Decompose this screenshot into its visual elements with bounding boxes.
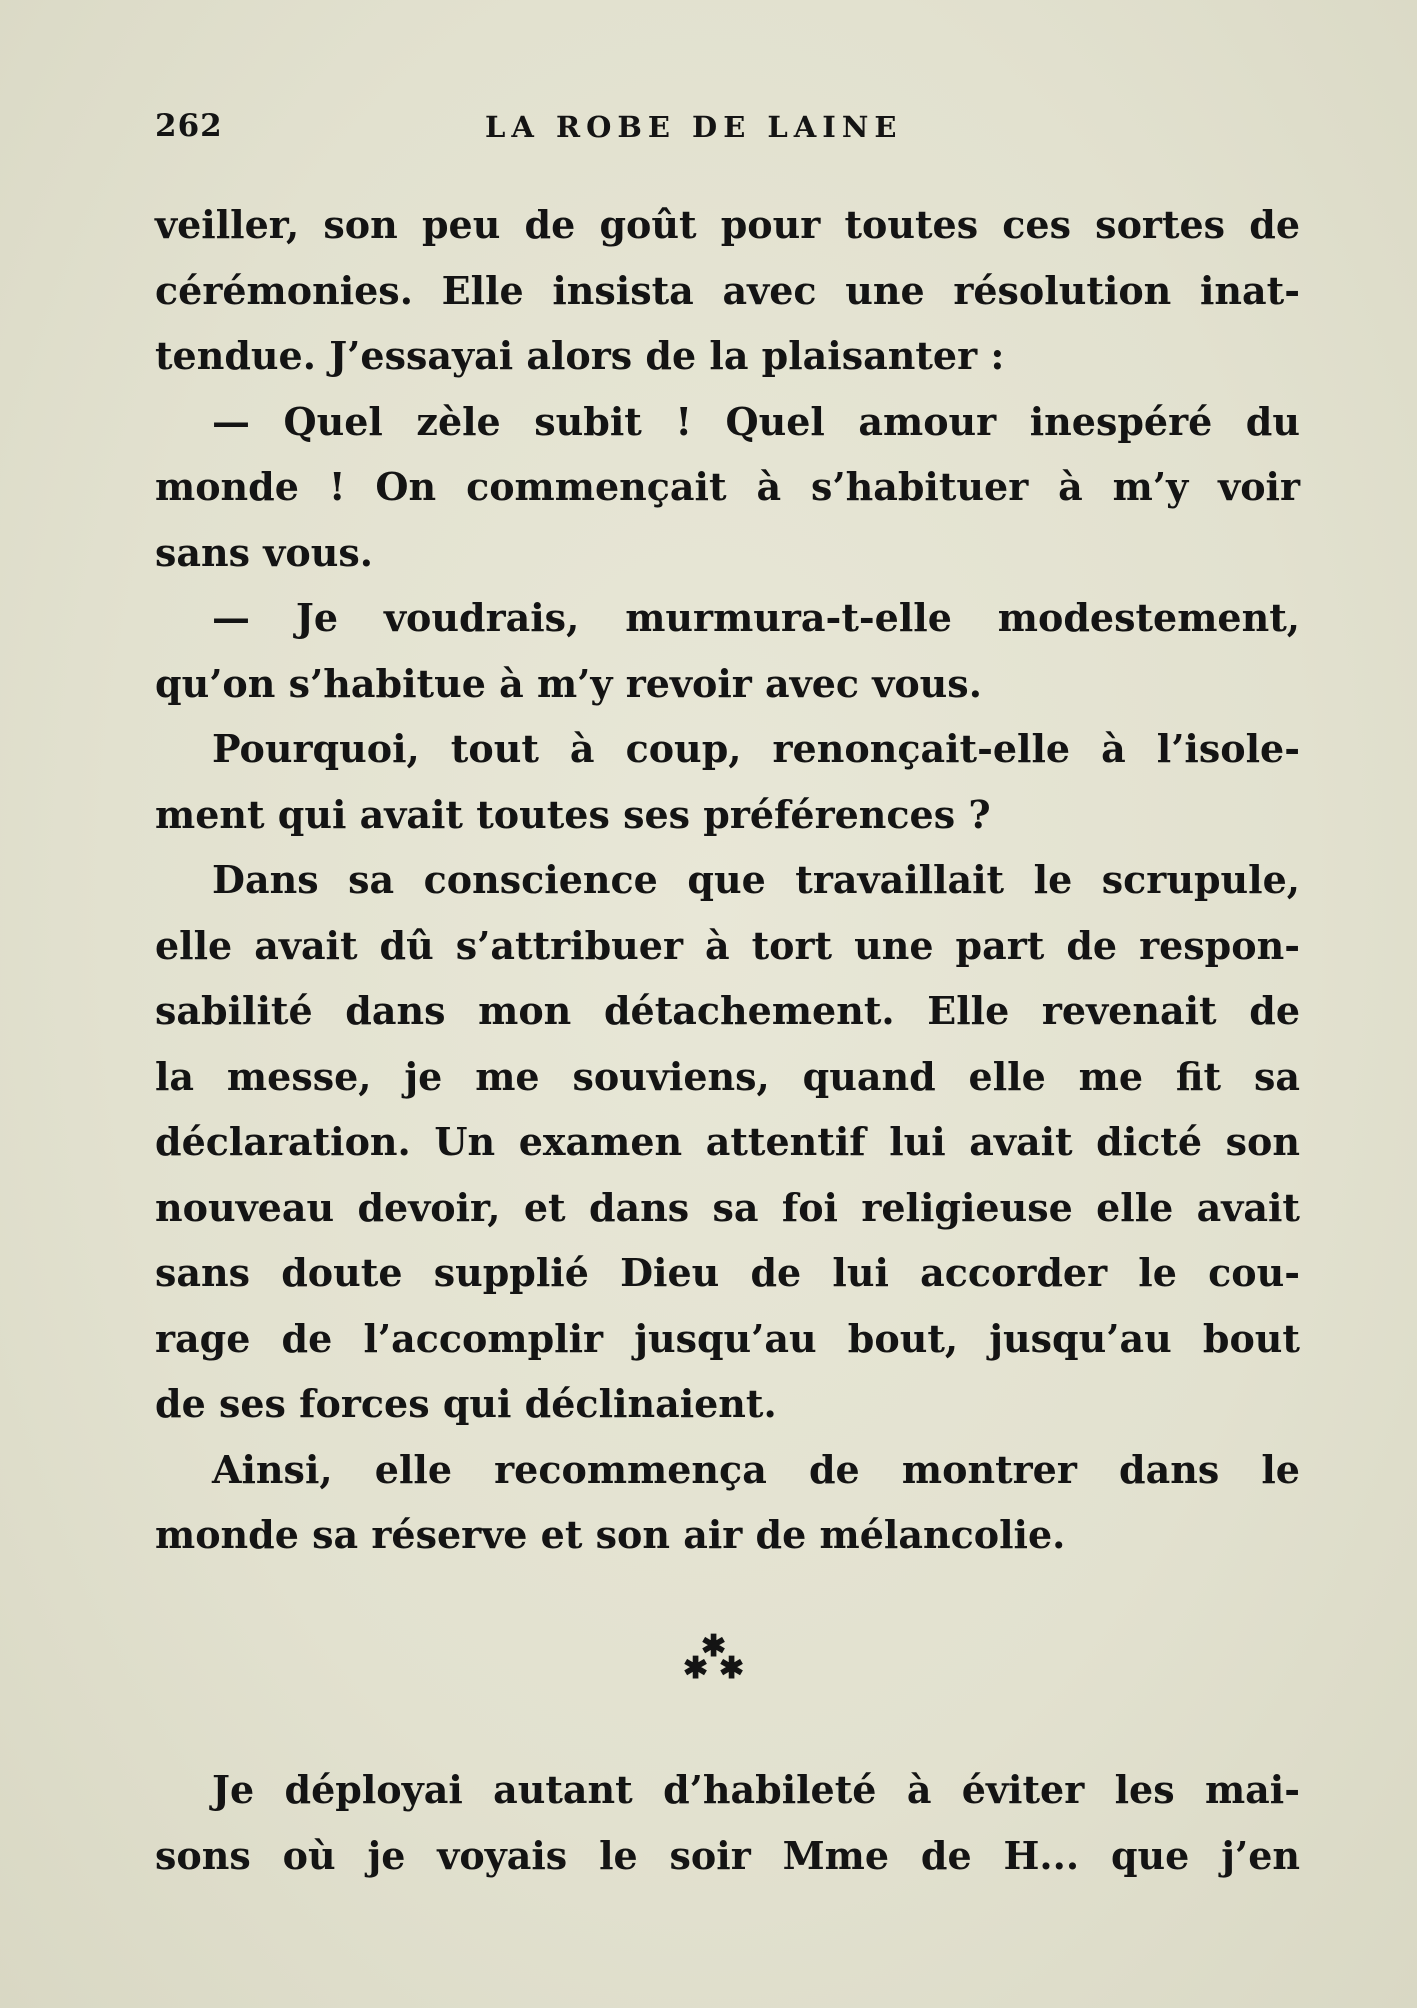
asterism-star-right: ✱ <box>719 1651 745 1686</box>
text-line: — Quel zèle subit ! Quel amour inespéré du <box>212 398 1300 444</box>
text-line: elle avait dû s’attribuer à tort une part de respon- <box>155 922 1300 968</box>
page-header <box>155 108 1300 148</box>
continuation-text <box>155 1757 1300 1888</box>
page-number: 262 <box>155 108 223 144</box>
text-line: ment qui avait toutes ses préférences ? <box>155 791 991 837</box>
text-line: tendue. J’essayai alors de la plaisanter : <box>155 333 1005 378</box>
body-text <box>155 192 1300 1568</box>
running-title: LA ROBE DE LAINE <box>485 110 903 144</box>
text-line: de ses forces qui déclinaient. <box>155 1381 777 1426</box>
asterism-star-top: ✱ <box>701 1629 727 1664</box>
text-line: sabilité dans mon détachement. Elle revenait de <box>155 988 1300 1033</box>
text-line: qu’on s’habitue à m’y revoir avec vous. <box>155 660 982 706</box>
text-line: sans doute supplié Dieu de lui accorder le cou- <box>155 1250 1300 1295</box>
text-line: veiller, son peu de goût pour toutes ces sortes de <box>155 202 1300 247</box>
text-line: Dans sa conscience que travaillait le scrupule, <box>212 857 1300 902</box>
text-line: Je déployai autant d’habileté à éviter les mai- <box>212 1767 1300 1812</box>
section-break-asterism <box>683 1629 745 1688</box>
text-line: cérémonies. Elle insista avec une résolution inat- <box>155 267 1300 313</box>
text-line: monde sa réserve et son air de mélancolie. <box>155 1512 1066 1557</box>
text-line: Ainsi, elle recommença de montrer dans le <box>212 1446 1300 1492</box>
text-line: — Je voudrais, murmura-t-elle modestement, <box>212 595 1300 640</box>
text-line: Pourquoi, tout à coup, renonçait-elle à l’isole- <box>212 726 1300 771</box>
text-line: déclaration. Un examen attentif lui avait dicté son <box>155 1119 1300 1164</box>
text-line: sons où je voyais le soir Mme de H... que j’en <box>155 1832 1300 1878</box>
text-line: monde ! On commençait à s’habituer à m’y voir <box>155 464 1300 509</box>
text-line: la messe, je me souviens, quand elle me fit sa <box>155 1053 1300 1099</box>
asterism-star-left: ✱ <box>683 1651 709 1686</box>
text-line: nouveau devoir, et dans sa foi religieuse elle avait <box>155 1184 1300 1230</box>
text-line: rage de l’accomplir jusqu’au bout, jusqu’au bout <box>155 1315 1300 1361</box>
text-line: sans vous. <box>155 529 373 575</box>
